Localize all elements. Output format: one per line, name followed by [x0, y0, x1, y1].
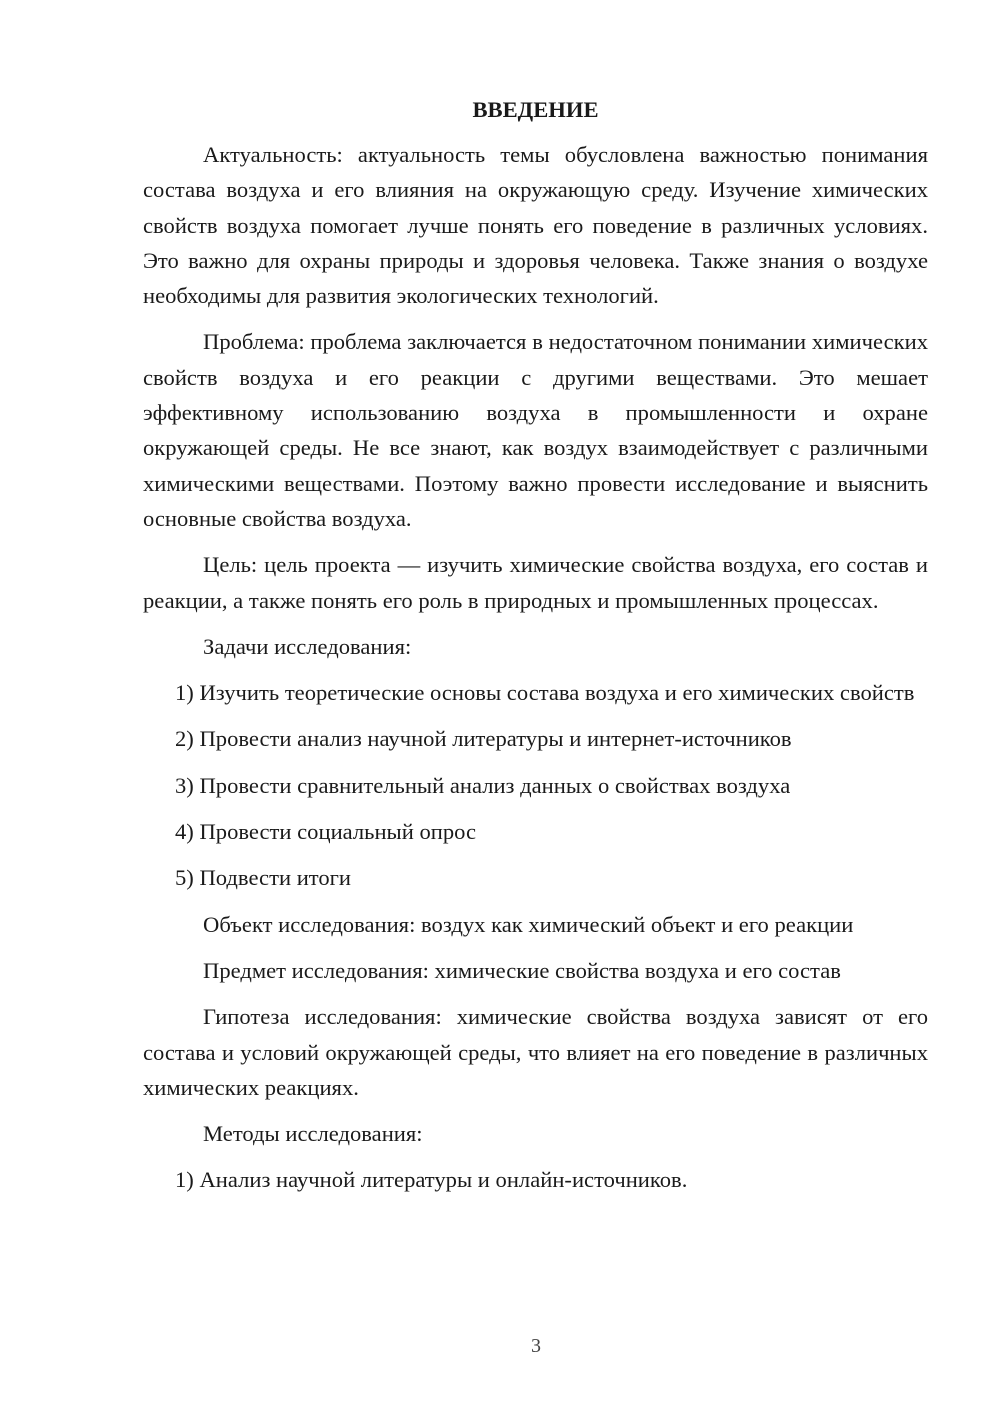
tasks-title: Задачи исследования:: [203, 633, 412, 659]
subject-line: Предмет исследования: химические свойства воздуха и его состав: [203, 957, 841, 983]
method-item-1: 1) Анализ научной литературы и онлайн-источников.: [175, 1167, 688, 1193]
page-number: 3: [531, 1335, 541, 1357]
task-item-2: 2) Провести анализ научной литературы и интернет-источников: [175, 726, 792, 752]
hypothesis-paragraph: Гипотеза исследования: химические свойства воздуха зависят от его состава и условий окружающей среды, что влияет на его поведение в различных химических реакциях.: [143, 1004, 928, 1100]
section-heading: ВВЕДЕНИЕ: [472, 97, 599, 122]
relevance-paragraph: Актуальность: актуальность темы обусловлена важностью понимания состава воздуха и его влияния на окружающую среду. Изучение химических свойств воздуха помогает лучше понять его поведение в различных условиях. Это важно для охраны природы и здоровья человека. Также знания о воздухе необходимы для развития экологических технологий.: [143, 142, 928, 309]
object-line: Объект исследования: воздух как химический объект и его реакции: [203, 911, 854, 937]
task-item-3: 3) Провести сравнительный анализ данных о свойствах воздуха: [175, 772, 791, 798]
task-item-5: 5) Подвести итоги: [175, 865, 352, 891]
methods-title: Методы исследования:: [203, 1121, 423, 1147]
problem-paragraph: Проблема: проблема заключается в недостаточном понимании химических свойств воздуха и его реакции с другими веществами. Это мешает эффективному использованию воздуха в промышленности и охране окружающей среды. Не все знают, как воздух взаимодействует с различными химическими веществами. Поэтому важно провести исследование и выяснить основные свойства воздуха.: [143, 329, 928, 531]
task-item-1: 1) Изучить теоретические основы состава воздуха и его химических свойств: [175, 680, 915, 706]
page-content: [143, 92, 928, 1209]
task-item-4: 4) Провести социальный опрос: [175, 819, 477, 845]
goal-paragraph: Цель: цель проекта — изучить химические свойства воздуха, его состав и реакции, а также понять его роль в природных и промышленных процессах.: [143, 552, 928, 613]
